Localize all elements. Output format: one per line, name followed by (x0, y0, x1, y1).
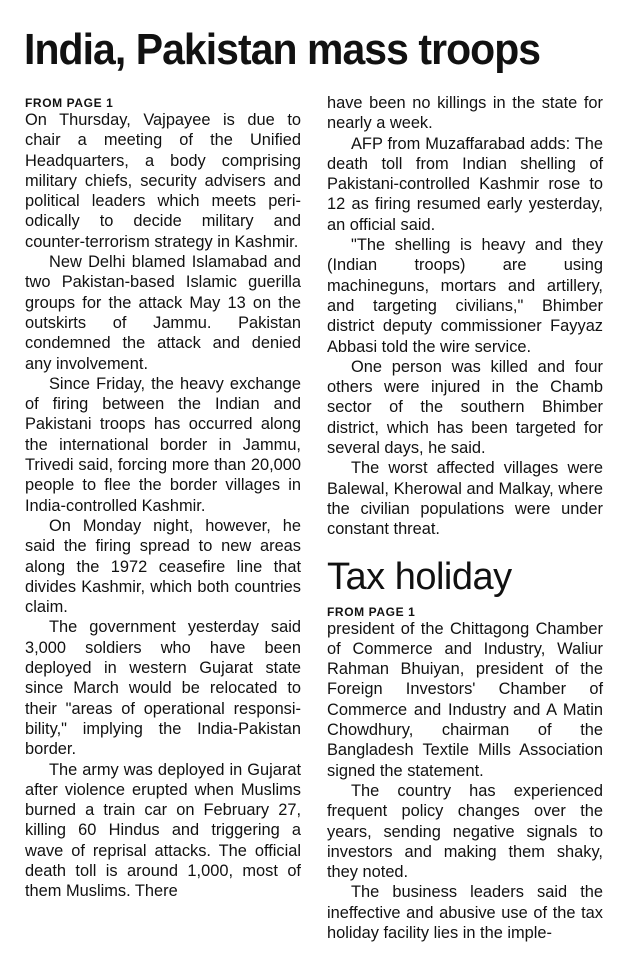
story1-paragraph: Since Friday, the heavy exchange of firing between the Indian and Pakistani troops has occurred along the international border in Jammu, Trivedi said, forcing more than 20,000 people to flee the border villages in India-controlled Kashmir. (25, 374, 301, 515)
story1-paragraph: On Thursday, Vajpayee is due to chair a meeting of the Unified Headquarters, a body comprising military chiefs, security advisers and political leaders which meets periodically to decide military and counter-terrorism strategy in Kashmir. (25, 111, 301, 251)
story1-paragraph: The government yesterday said 3,000 soldiers who have been deployed in western Gujarat state since March would be relocated to their "areas of operational responsibility," implying the India-Pakistan border. (25, 618, 301, 759)
story2-paragraph: president of the Chittagong Chamber of Commerce and Industry, Waliur Rahman Bhuiyan, president of the Foreign Investors' Chamber of Commerce and Industry and A Matin Chowdhury, chairman of the Bangladesh Textile Mills Association signed the statement. (327, 619, 603, 780)
story2-paragraph: The country has experienced frequent policy changes over the years, sending negative signals to investors and making them shaky, they noted. (327, 781, 603, 882)
story1-paragraph: New Delhi blamed Islamabad and two Pakistan-based Islamic guerilla groups for the attack May 13 on the outskirts of Jammu. Pakistan condemned the attack and denied any involvement. (25, 253, 301, 373)
right-column (327, 93, 603, 943)
story1-paragraph: "The shelling is heavy and they (Indian troops) are using machineguns, mortars and artillery, and targeting civilians," Bhimber district deputy commissioner Fayyaz Abbasi told the wire service. (327, 236, 603, 356)
story2-kicker: FROM PAGE 1 (327, 604, 416, 619)
story1-left-column (25, 96, 301, 902)
headline: India, Pakistan mass troops (24, 25, 541, 74)
story1-paragraph: One person was killed and four others were injured in the Chamb sector of the southern Bhimber district, which has been targeted for several days, he said. (327, 357, 603, 458)
story1-paragraph: AFP from Muzaffarabad adds: The death toll from Indian shelling of Pakistani-controlled Kashmir rose to 12 as firing resumed early yesterday, an official said. (327, 134, 603, 234)
story1-paragraph: The worst affected villages were Balewal, Kherowal and Malkay, where the civilian populations were under constant threat. (327, 459, 603, 539)
story1-paragraph: The army was deployed in Gujarat after violence erupted when Muslims burned a train car on February 27, killing 60 Hindus and triggering a wave of reprisal attacks. The official death toll is around 1,000, most of them Muslims. There (25, 760, 301, 901)
story2-paragraph: The business leaders said the ineffective and abusive use of the tax holiday facility lies in the imple- (327, 883, 603, 942)
story1-paragraph: On Monday night, however, he said the firing spread to new areas along the 1972 ceasefire line that divides Kashmir, which both countries claim. (25, 516, 301, 617)
story2-headline: Tax holiday (327, 555, 512, 598)
story1-paragraph: have been no killings in the state for nearly a week. (327, 94, 603, 133)
story1-kicker: FROM PAGE 1 (25, 96, 114, 110)
